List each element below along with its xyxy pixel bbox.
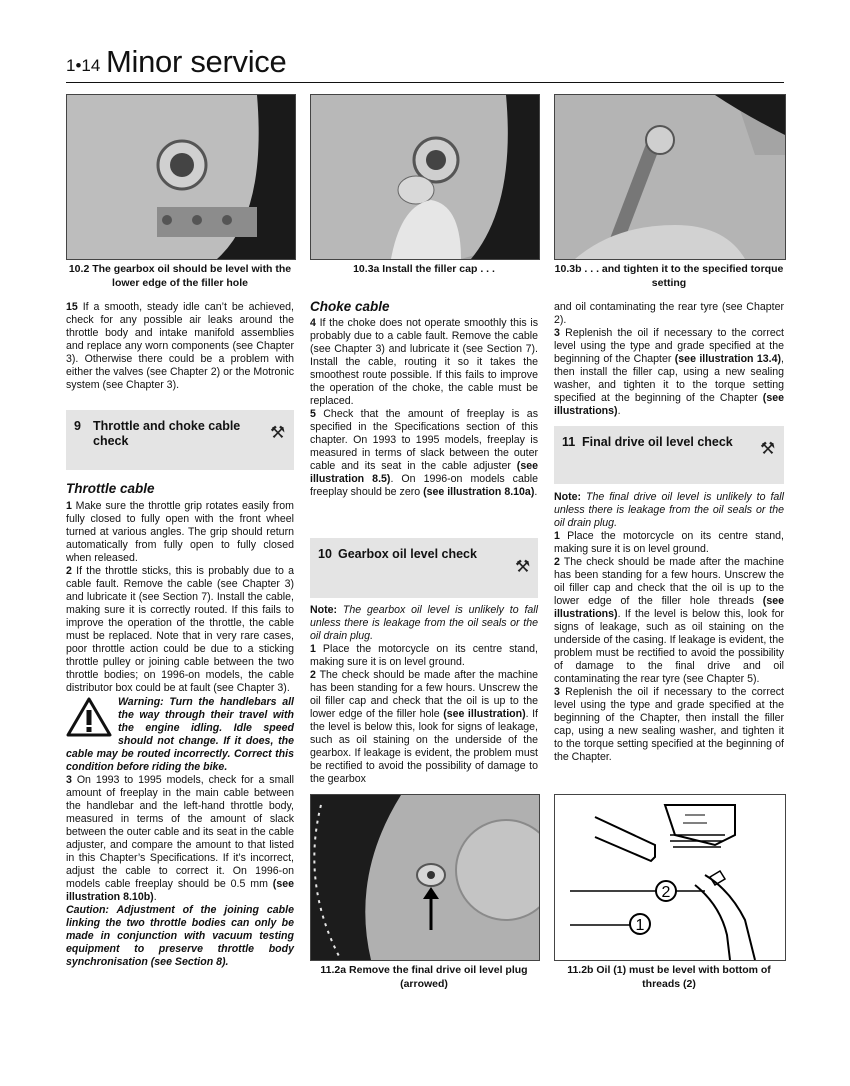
paragraph-text: . If the level is below this, look for signs of leakage, such as oil staining on the underside of the gearbox. If leakage is evident, the problem must be rectified to avoid the possibility of damage to the gearbox [310, 708, 539, 785]
paragraph [66, 500, 294, 565]
illustration-ref: (see illustration 8.10b) [66, 878, 294, 903]
section-title: Gearbox oil level check [338, 547, 477, 561]
diagram-label-2: 2 [661, 884, 671, 901]
photo-10-2 [66, 94, 296, 260]
paragraph-text: Place the motorcycle on its centre stand, making sure it is on level ground. [554, 530, 784, 555]
note-text: The gearbox oil level is unlikely to fall unless there is leakage from the oil seals or the oil drain plug. [310, 604, 538, 642]
column-3-body [554, 491, 784, 764]
paragraph-text: Replenish the oil if necessary to the correct level using the type and grade specified at the beginning of the Chapter, then install the filler cap, using a new sealing washer, and tighten it to the torque setting specified at the beginning of the Chapter. [554, 686, 784, 763]
paragraph [554, 327, 784, 418]
paragraph-text: If the throttle sticks, this is probably due to a cable fault. Remove the cable (see Chapter 3) and lubricate it (see Section 7). Install the cable, making sure it is correctly routed. If this fails to improve the operation of the throttle, the cable must be replaced. Note that in very rare cases, poor throttle action could be due to a sticking throttle pulley or joining cable between the two throttle bodies; on 1996-on models, the cable distributor box could be at fault (see Chapter 3). [66, 565, 294, 694]
note-label: Note: [554, 491, 582, 503]
paragraph [66, 301, 294, 392]
section-title: Throttle and choke cable check [93, 419, 241, 448]
paragraph-text: . If the level is below this, look for signs of leakage, such as oil staining on the underside of the casing. If leakage is evident, the problem must be rectified to avoid the possibility of damage to the final drive and oil contaminating the rear tyre (see Chapter 5). [554, 608, 784, 685]
column-2-top [310, 300, 538, 499]
illustration-ref: (see illustration 8.10a) [423, 486, 535, 498]
paragraph [310, 408, 538, 499]
note-text: The final drive oil level is unlikely to fall unless there is leakage from the oil seals or the oil drain plug. [554, 491, 784, 529]
punctuation: . [534, 486, 538, 498]
paragraph-text: Make sure the throttle grip rotates easily from fully closed to fully open with the front wheel turned at various angles. The grip should return automatically from fully open to fully closed when released. [66, 500, 294, 564]
paragraph [310, 317, 538, 408]
warning-block [66, 696, 294, 774]
difficulty-wrench-icon: ⚒ [760, 439, 776, 458]
caption-11-2b: 11.2b Oil (1) must be level with bottom of threads (2) [567, 964, 771, 990]
note [310, 604, 538, 643]
step-number: 2 [554, 556, 560, 568]
subheading-throttle: Throttle cable [66, 481, 155, 496]
note-label: Note: [310, 604, 338, 616]
paragraph [310, 669, 538, 786]
paragraph-text: Check that the amount of freeplay is as specified in the Specifications section of this chapter. On 1993 to 1995 models, freeplay is measured in terms of slack between the outer cable and its seat in the cable adjuster [310, 408, 538, 472]
step-number: 1 [66, 500, 72, 512]
step-number: 3 [66, 774, 72, 786]
step-number: 15 [66, 301, 78, 313]
section-number: 9 [74, 419, 81, 433]
column-3-top [554, 301, 784, 418]
caution-text: Caution: Adjustment of the joining cable linking the two throttle bodies can only be made in conjunction with vacuum testing equipment to preserve throttle body synchronisation (see Section 8). [66, 904, 294, 968]
paragraph [554, 686, 784, 764]
paragraph-text: , then install the filler cap, using a new sealing washer, and tighten it to the torque setting specified at the beginning of the Chapter [554, 353, 784, 404]
page-header [66, 42, 784, 83]
photo-10-3b [554, 94, 786, 260]
photo-11-2a [310, 794, 540, 961]
note [554, 491, 784, 530]
paragraph-text: The check should be made after the machine has been standing for a few hours. Unscrew the oil filler cap and check that the oil is up to the lower edge of the filler hole [310, 669, 538, 720]
paragraph-text: If a smooth, steady idle can’t be achieved, check for any possible air leaks around the throttle body and intake manifold assemblies and replace any worn components (see Chapter 3). Otherwise there could be a problem with either the valves (see Chapter 2) or the Motronic system (see Chapter 3). [66, 301, 294, 391]
subheading-choke: Choke cable [310, 299, 390, 314]
paragraph-text: The check should be made after the machine has been standing for a few hours. Unscrew the oil filler cap and check that the oil is up to the lower edge of the filler hole threads [554, 556, 784, 607]
paragraph: and oil contaminating the rear tyre (see Chapter 2). [554, 301, 784, 326]
section-9-header [66, 410, 294, 470]
column-1-body [66, 482, 294, 969]
punctuation: . [153, 891, 157, 903]
page-number: 1•14 [66, 56, 101, 75]
diagram-11-2b [554, 794, 786, 961]
section-title: Final drive oil level check [582, 435, 733, 449]
step-number: 2 [66, 565, 72, 577]
diagram-label-1: 1 [635, 917, 645, 934]
photo-10-3a [310, 94, 540, 260]
caption-10-3a: 10.3a Install the filler cap . . . [353, 263, 495, 275]
illustration-ref: (see illustration 8.5) [310, 460, 538, 485]
step-number: 3 [554, 327, 560, 339]
paragraph-text: If the choke does not operate smoothly this is probably due to a cable fault. Remove the cable (see Chapter 3) and lubricate it (see Section 7). Install the cable, routing it so it takes the smoothest route possible. If this fails to improve the operation of the choke, the cable must be replaced. [310, 317, 538, 407]
difficulty-wrench-icon: ⚒ [515, 557, 531, 576]
paragraph-text: Replenish the oil if necessary to the correct level using the type and grade specified at the beginning of the Chapter [554, 327, 784, 365]
section-number: 10 [318, 547, 332, 561]
step-number: 1 [554, 530, 560, 542]
warning-triangle-icon [66, 697, 112, 737]
paragraph [66, 774, 294, 904]
illustration-ref: (see illustrations) [554, 595, 784, 620]
illustration-ref: (see illustration) [443, 708, 526, 720]
paragraph [66, 565, 294, 695]
column-1-top [66, 301, 294, 392]
section-10-header [310, 538, 538, 598]
warning-text: Warning: Turn the handlebars all the way through their travel with the engine idling. Idle speed should not change. If it does, the cable may be routed incorrectly. Correct this condition before riding the bike. [66, 696, 294, 773]
paragraph-text: . On 1996-on models cable freeplay should be zero [310, 473, 538, 498]
punctuation: . [617, 405, 621, 417]
step-number: 4 [310, 317, 316, 329]
step-number: 3 [554, 686, 560, 698]
step-number: 5 [310, 408, 316, 420]
step-number: 1 [310, 643, 316, 655]
caption-10-3b: 10.3b . . . and tighten it to the specified torque setting [554, 263, 784, 289]
paragraph-text: Place the motorcycle on its centre stand, making sure it is on level ground. [310, 643, 538, 668]
paragraph [554, 530, 784, 556]
illustration-ref: (see illustrations) [554, 392, 784, 417]
paragraph [310, 643, 538, 669]
caption-11-2a: 11.2a Remove the final drive oil level plug (arrowed) [320, 964, 528, 990]
caption-10-2: 10.2 The gearbox oil should be level with the lower edge of the filler hole [68, 263, 292, 289]
step-number: 2 [310, 669, 316, 681]
difficulty-wrench-icon: ⚒ [270, 423, 286, 442]
illustration-ref: (see illustration 13.4) [674, 353, 782, 365]
section-11-header [554, 426, 784, 484]
page-title: Minor service [106, 44, 287, 79]
paragraph [554, 556, 784, 686]
section-number: 11 [562, 435, 576, 449]
paragraph-text: On 1993 to 1995 models, check for a small amount of freeplay in the main cable between the handlebar and the left-hand throttle body, measured in terms of the amount of slack between the outer cable and its seat in the cable adjuster, and compare the amount to that listed in this Chapter’s Specifications. If it’s incorrect, adjust the cable to correct it. On 1996-on models cable freeplay should be 0.5 mm [66, 774, 294, 890]
column-2-body [310, 604, 538, 786]
